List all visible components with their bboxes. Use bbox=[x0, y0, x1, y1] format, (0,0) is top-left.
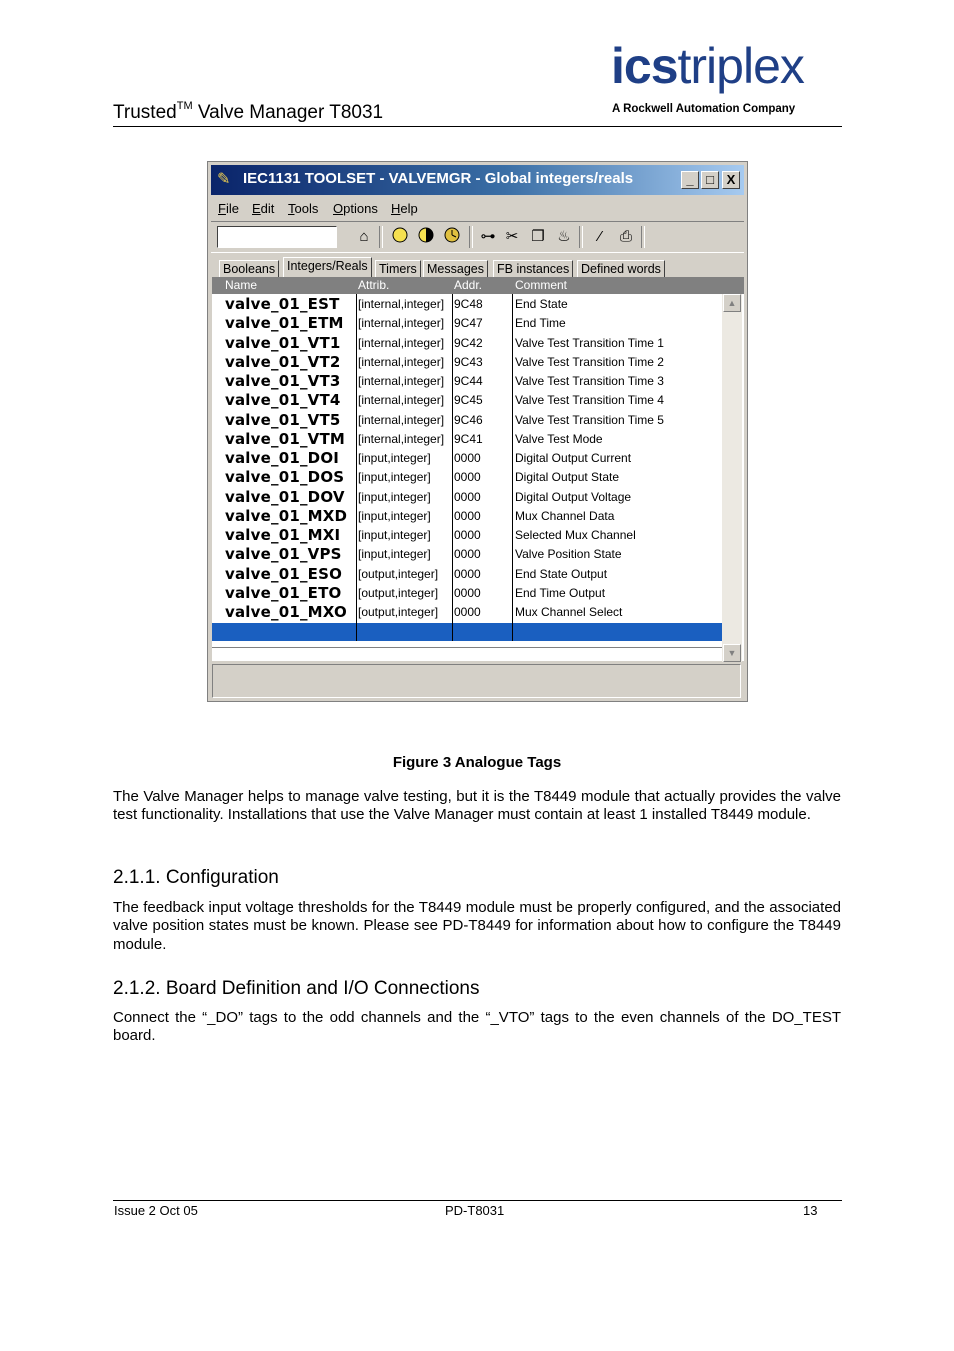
maximize-button[interactable]: □ bbox=[701, 171, 719, 189]
tag-attrib-cell: [input,integer] bbox=[358, 451, 431, 465]
tag-addr-cell: 0000 bbox=[454, 489, 481, 504]
tag-addr-cell: 0000 bbox=[454, 566, 481, 581]
tag-comment-cell: Valve Position State bbox=[515, 547, 622, 562]
copy-icon[interactable]: ❐ bbox=[531, 228, 545, 245]
tag-attrib-cell: [output,integer] bbox=[358, 605, 439, 619]
table-row[interactable] bbox=[212, 391, 722, 410]
table-row[interactable] bbox=[212, 449, 722, 468]
tag-attrib-cell: [internal,integer] bbox=[358, 297, 445, 311]
tag-attrib-cell: [internal,integer] bbox=[358, 316, 445, 331]
tag-addr-cell: 0000 bbox=[454, 470, 481, 485]
tag-attrib-cell: [input,integer] bbox=[358, 489, 431, 504]
tag-comment-cell: End State bbox=[515, 297, 568, 311]
selected-empty-row[interactable] bbox=[212, 623, 722, 641]
table-row[interactable] bbox=[212, 468, 722, 487]
tag-name-cell: valve_01_VT4 bbox=[225, 391, 341, 410]
tag-name-cell: valve_01_MXD bbox=[225, 506, 348, 525]
tag-attrib-cell: [input,integer] bbox=[358, 508, 431, 523]
tag-attrib-cell: [internal,integer] bbox=[358, 431, 445, 446]
status-bar bbox=[212, 664, 741, 698]
table-row[interactable] bbox=[212, 545, 722, 564]
half-circle-icon[interactable] bbox=[415, 227, 437, 247]
column-divider bbox=[512, 294, 513, 641]
yellow-circle-icon[interactable] bbox=[389, 227, 411, 247]
tag-addr-cell: 0000 bbox=[454, 508, 481, 523]
table-row[interactable] bbox=[212, 295, 722, 314]
tag-attrib-cell: [input,integer] bbox=[358, 547, 431, 562]
header-rule bbox=[113, 126, 842, 127]
tag-addr-cell: 9C41 bbox=[454, 431, 483, 446]
tag-attrib-cell: [internal,integer] bbox=[358, 374, 445, 388]
window-title: IEC1131 TOOLSET - VALVEMGR - Global integers/reals bbox=[243, 170, 634, 187]
tag-name-cell: valve_01_VT3 bbox=[225, 372, 341, 390]
tag-comment-cell: Digital Output Voltage bbox=[515, 489, 632, 504]
column-header-attrib[interactable]: Attrib. bbox=[358, 278, 390, 292]
board-definition-heading: 2.1.2. Board Definition and I/O Connections bbox=[113, 978, 480, 999]
tab-messages[interactable]: Messages bbox=[423, 260, 488, 278]
logo-subtitle: A Rockwell Automation Company bbox=[612, 103, 796, 115]
scroll-up-button[interactable]: ▲ bbox=[723, 294, 741, 312]
tag-name-cell: valve_01_VT5 bbox=[225, 410, 341, 429]
intro-paragraph: The Valve Manager helps to manage valve testing, but it is the T8449 module that actually provides the valve test functionality. Installations that use the Valve Manager must contain at least 1 installed T8449 module. bbox=[113, 788, 841, 824]
name-search-input[interactable] bbox=[217, 226, 337, 248]
tag-comment-cell: Valve Test Transition Time 3 bbox=[515, 374, 664, 388]
column-header-name[interactable]: Name bbox=[225, 278, 258, 292]
tag-name-cell: valve_01_DOI bbox=[225, 449, 340, 467]
footer-rule bbox=[113, 1200, 842, 1201]
tag-comment-cell: Valve Test Transition Time 2 bbox=[515, 354, 664, 369]
tag-name-cell: valve_01_EST bbox=[225, 295, 340, 313]
tag-attrib-cell: [output,integer] bbox=[358, 566, 439, 581]
vertical-scrollbar[interactable] bbox=[722, 294, 742, 662]
configuration-paragraph: The feedback input voltage thresholds for the T8449 module must be properly configured, and the associated valve position states must be known. Please see PD-T8449 for information about how to configure the T8449 module. bbox=[113, 899, 841, 953]
tag-addr-cell: 9C43 bbox=[454, 354, 483, 369]
tab-timers[interactable]: Timers bbox=[375, 260, 421, 278]
minimize-button[interactable]: _ bbox=[681, 171, 699, 189]
table-row[interactable] bbox=[212, 507, 722, 526]
tab-fb-instances[interactable]: FB instances bbox=[493, 260, 573, 278]
tag-addr-cell: 0000 bbox=[454, 547, 481, 562]
column-header-addr[interactable]: Addr. bbox=[454, 278, 483, 292]
tag-addr-cell: 9C48 bbox=[454, 297, 483, 311]
menu-edit[interactable]: Edit bbox=[252, 201, 275, 216]
clock-icon[interactable] bbox=[441, 227, 463, 247]
tag-addr-cell: 9C44 bbox=[454, 374, 483, 388]
tag-name-cell: valve_01_MXI bbox=[225, 526, 341, 544]
table-row[interactable] bbox=[212, 353, 722, 372]
tag-comment-cell: Valve Test Transition Time 1 bbox=[515, 335, 664, 350]
tag-comment-cell: Mux Channel Data bbox=[515, 508, 615, 523]
tag-name-cell: valve_01_VT1 bbox=[225, 333, 341, 352]
column-header-comment[interactable]: Comment bbox=[515, 278, 568, 292]
table-row[interactable] bbox=[212, 334, 722, 353]
tag-comment-cell: End Time Output bbox=[515, 585, 606, 600]
toolset-window bbox=[207, 161, 748, 702]
tag-addr-cell: 9C45 bbox=[454, 393, 483, 408]
paste-icon[interactable]: ♨ bbox=[557, 228, 571, 245]
menu-bar bbox=[211, 198, 744, 218]
tab-integers-reals[interactable]: Integers/Reals bbox=[283, 257, 372, 278]
tag-name-cell: valve_01_VTM bbox=[225, 429, 346, 448]
scroll-down-button[interactable]: ▼ bbox=[723, 644, 741, 662]
company-logo: icstriplex bbox=[611, 38, 804, 94]
toolbar-separator bbox=[379, 226, 383, 248]
table-bottom-rule bbox=[212, 647, 722, 648]
tag-attrib-cell: [internal,integer] bbox=[358, 335, 445, 350]
tag-name-cell: valve_01_ETM bbox=[225, 314, 344, 333]
column-divider bbox=[452, 294, 453, 641]
table-row[interactable] bbox=[212, 430, 722, 449]
tag-addr-cell: 9C46 bbox=[454, 412, 483, 427]
wand-icon[interactable]: ⁄ bbox=[598, 228, 602, 245]
menu-tools[interactable]: Tools bbox=[288, 201, 319, 216]
tab-defined-words[interactable]: Defined words bbox=[577, 260, 665, 278]
tag-addr-cell: 9C42 bbox=[454, 335, 483, 350]
tag-attrib-cell: [internal,integer] bbox=[358, 393, 445, 408]
tag-attrib-cell: [internal,integer] bbox=[358, 354, 445, 369]
footer-doc-id: PD-T8031 bbox=[445, 1203, 505, 1218]
tag-name-cell: valve_01_ETO bbox=[225, 583, 342, 602]
tag-name-cell: valve_01_VT2 bbox=[225, 352, 341, 371]
document-title: Trusted™ Valve Manager T8031 bbox=[113, 100, 384, 123]
tag-addr-cell: 0000 bbox=[454, 585, 481, 600]
tag-name-cell: valve_01_DOV bbox=[225, 487, 345, 506]
board-definition-paragraph: Connect the “_DO” tags to the odd channels and the “_VTO” tags to the even channels of the DO_TEST board. bbox=[113, 1009, 841, 1045]
configuration-heading: 2.1.1. Configuration bbox=[113, 867, 279, 888]
tree-icon[interactable]: ⊶ bbox=[480, 228, 496, 245]
figure-caption: Figure 3 Analogue Tags bbox=[392, 754, 562, 771]
menu-options[interactable]: Options bbox=[333, 201, 378, 216]
column-divider bbox=[356, 294, 357, 641]
tag-addr-cell: 9C47 bbox=[454, 316, 483, 331]
tag-attrib-cell: [output,integer] bbox=[358, 585, 439, 600]
table-row[interactable] bbox=[212, 565, 722, 584]
tag-addr-cell: 0000 bbox=[454, 451, 481, 465]
tag-attrib-cell: [input,integer] bbox=[358, 528, 431, 542]
tag-addr-cell: 0000 bbox=[454, 528, 481, 542]
toolbar-separator bbox=[579, 226, 583, 248]
tag-addr-cell: 0000 bbox=[454, 605, 481, 619]
tag-comment-cell: Selected Mux Channel bbox=[515, 528, 636, 542]
toolbar bbox=[211, 221, 744, 253]
tag-table bbox=[212, 277, 744, 661]
table-row[interactable] bbox=[212, 526, 722, 545]
tag-name-cell: valve_01_MXO bbox=[225, 603, 347, 621]
save-icon[interactable]: ⌂ bbox=[359, 228, 369, 245]
print-icon[interactable]: ⎙ bbox=[619, 228, 632, 245]
toolbar-separator bbox=[469, 226, 473, 248]
table-row[interactable] bbox=[212, 584, 722, 603]
tag-comment-cell: Digital Output State bbox=[515, 470, 620, 485]
tag-comment-cell: Digital Output Current bbox=[515, 451, 632, 465]
tag-attrib-cell: [internal,integer] bbox=[358, 412, 445, 427]
pencil-icon: ✎ bbox=[217, 171, 231, 188]
tag-comment-cell: End State Output bbox=[515, 566, 608, 581]
toolbar-separator bbox=[641, 226, 645, 248]
window-titlebar bbox=[211, 165, 744, 195]
menu-file[interactable]: File bbox=[218, 201, 239, 216]
menu-help[interactable]: Help bbox=[391, 201, 418, 216]
tag-name-cell: valve_01_DOS bbox=[225, 468, 345, 487]
tag-name-cell: valve_01_VPS bbox=[225, 545, 342, 564]
table-header bbox=[212, 277, 744, 294]
tag-comment-cell: Mux Channel Select bbox=[515, 605, 623, 619]
tag-comment-cell: End Time bbox=[515, 316, 566, 331]
table-row[interactable] bbox=[212, 603, 722, 622]
table-row[interactable] bbox=[212, 488, 722, 507]
footer-issue: Issue 2 Oct 05 bbox=[114, 1203, 198, 1218]
close-button[interactable]: X bbox=[722, 171, 740, 189]
table-row[interactable] bbox=[212, 372, 722, 391]
tag-comment-cell: Valve Test Transition Time 4 bbox=[515, 393, 664, 408]
scissors-icon[interactable]: ✂ bbox=[505, 228, 519, 245]
tag-comment-cell: Valve Test Transition Time 5 bbox=[515, 412, 664, 427]
footer-page-number: 13 bbox=[803, 1203, 818, 1218]
tag-name-cell: valve_01_ESO bbox=[225, 564, 343, 583]
tag-comment-cell: Valve Test Mode bbox=[515, 431, 603, 446]
tab-booleans[interactable]: Booleans bbox=[219, 260, 279, 278]
tag-attrib-cell: [input,integer] bbox=[358, 470, 431, 485]
tab-strip bbox=[211, 257, 744, 277]
table-row[interactable] bbox=[212, 314, 722, 333]
table-row[interactable] bbox=[212, 411, 722, 430]
